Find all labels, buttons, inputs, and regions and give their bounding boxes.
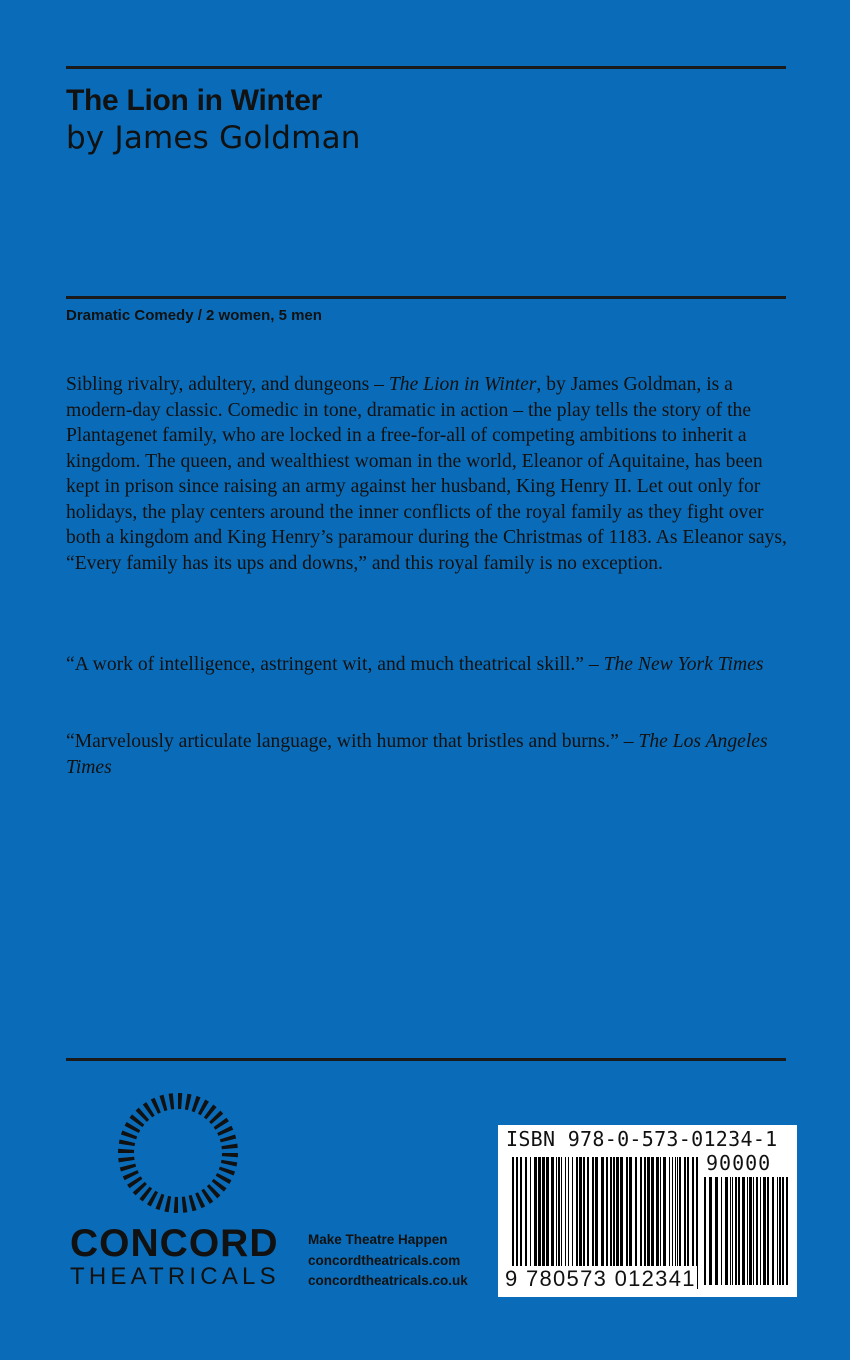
barcode-bar [587, 1157, 589, 1275]
price-barcode-bar [742, 1177, 745, 1285]
synopsis-text: , by James Goldman, is a modern-day classic. Comedic in tone, dramatic in action – the play tells the story of the Plantagenet family, who are locked in a free-for-all of competing ambitions to inherit a kingdom. The queen, and wealthiest woman in the world, Eleanor of Aquitaine, has been kept in prison since raising an army against her husband, King Henry II. Let out only for holidays, the play centers around the inner conflicts of the royal family as they fight over both a kingdom and King Henry’s paramour during the Christmas of 1183. As Eleanor says, “Every family has its ups and downs,” and this royal family is no exception. [66, 374, 787, 574]
footer-divider [66, 1058, 786, 1061]
barcode-bar [626, 1157, 628, 1275]
barcode-bar [583, 1157, 585, 1275]
barcode-bar [546, 1157, 549, 1275]
logo-ring-segment [159, 1095, 167, 1111]
logo-ring-segment [192, 1096, 201, 1112]
publisher-name: CONCORD [70, 1222, 279, 1265]
barcode-bar [656, 1157, 659, 1275]
review-quote-text: “Marvelously articulate language, with humor that bristles and burns.” – [66, 731, 639, 752]
review-quote-text: “A work of intelligence, astringent wit, and much theatrical skill.” – [66, 654, 604, 675]
barcode-bar [538, 1157, 541, 1275]
price-barcode-bar [738, 1177, 740, 1285]
publisher-website-uk: concordtheatricals.co.uk [308, 1273, 468, 1288]
barcode-bar [616, 1157, 619, 1275]
price-barcode-bar [786, 1177, 788, 1285]
barcode-bar [542, 1157, 545, 1275]
logo-ring-segment [195, 1192, 205, 1208]
logo-ring-segment [182, 1196, 188, 1212]
barcode-bar [520, 1157, 522, 1275]
logo-ring-segment [189, 1195, 197, 1211]
barcode-bar [595, 1157, 598, 1275]
price-barcode-bar [704, 1177, 706, 1285]
price-barcode-bar [715, 1177, 718, 1285]
review-source: The Los Angeles Times [66, 731, 768, 778]
price-code: 90000 [706, 1151, 772, 1175]
barcode-bar [592, 1157, 594, 1275]
publisher-tagline: Make Theatre Happen [308, 1232, 448, 1247]
price-barcode-bar [721, 1177, 722, 1285]
top-divider [66, 66, 786, 69]
price-barcode-bar [779, 1177, 781, 1285]
synopsis-paragraph [66, 372, 788, 576]
publisher-subname: THEATRICALS [70, 1263, 280, 1290]
barcode-bar [620, 1157, 623, 1275]
review-source: The New York Times [603, 654, 764, 675]
logo-ring-segment [120, 1164, 136, 1172]
synopsis-text: Sibling rivalry, adultery, and dungeons – [66, 374, 389, 395]
price-barcode-bar [767, 1177, 769, 1285]
logo-ring-segment [221, 1144, 237, 1150]
barcode-bar [635, 1157, 637, 1275]
review-quote-lat [66, 729, 788, 780]
logo-ring-segment [119, 1139, 135, 1146]
price-barcode-bar [725, 1177, 728, 1285]
barcode-bar [530, 1157, 531, 1275]
logo-ring-segment [174, 1197, 178, 1213]
logo-ring-segment [151, 1098, 161, 1114]
logo-ring-segment [185, 1094, 192, 1110]
review-quote-nyt [66, 652, 788, 678]
logo-ring-segment [118, 1149, 134, 1153]
logo-ring-segment [221, 1160, 237, 1167]
publisher-website-us: concordtheatricals.com [308, 1253, 461, 1268]
barcode-bar [565, 1157, 566, 1275]
logo-ring-segment [178, 1093, 182, 1109]
segmented-ring-logo-icon [116, 1091, 240, 1215]
barcode-bar [556, 1157, 557, 1275]
price-barcode-bar [747, 1177, 748, 1285]
logo-ring-segment [217, 1126, 233, 1136]
logo-ring-segment [121, 1130, 137, 1139]
book-title: The Lion in Winter [66, 84, 322, 117]
barcode-bar [610, 1157, 612, 1275]
barcode-bar [679, 1157, 681, 1275]
barcode-bar [525, 1157, 527, 1275]
logo-ring-segment [220, 1134, 236, 1142]
barcode-bar [568, 1157, 569, 1275]
barcode-bar [684, 1157, 686, 1275]
price-barcode-bar [756, 1177, 758, 1285]
logo-ring-segment [155, 1194, 164, 1210]
barcode-bar [660, 1157, 661, 1275]
barcode-bar [561, 1157, 562, 1275]
book-author: by James Goldman [66, 120, 361, 156]
genre-cast-line: Dramatic Comedy / 2 women, 5 men [66, 307, 322, 324]
barcode-bar [551, 1157, 554, 1275]
isbn-label: ISBN 978-0-573-01234-1 [506, 1127, 778, 1151]
logo-ring-segment [169, 1093, 175, 1109]
logo-ring-segment [164, 1196, 171, 1212]
price-barcode-bar [732, 1177, 733, 1285]
price-barcode-bar [763, 1177, 766, 1285]
price-barcode-bar [735, 1177, 737, 1285]
price-barcode-bar [772, 1177, 774, 1285]
barcode-bar [677, 1157, 678, 1275]
barcode-bar [629, 1157, 632, 1275]
barcode-bar [669, 1157, 670, 1275]
barcode-bar [534, 1157, 537, 1275]
barcode-bar [687, 1157, 689, 1275]
synopsis-title-italic: The Lion in Winter [388, 374, 537, 395]
barcode-bar [572, 1157, 573, 1275]
barcode-bar [672, 1157, 673, 1275]
barcode-bar [579, 1157, 582, 1275]
price-barcode-bar [730, 1177, 731, 1285]
barcode-bar [663, 1157, 666, 1275]
price-barcode-bar [760, 1177, 761, 1285]
isbn-barcode-panel [498, 1125, 797, 1297]
price-barcode-bar [782, 1177, 784, 1285]
price-barcode-bar [749, 1177, 752, 1285]
price-barcode-bar [777, 1177, 778, 1285]
barcode-bar [558, 1157, 560, 1275]
barcode-bar [675, 1157, 676, 1275]
price-barcode-bar [709, 1177, 712, 1285]
logo-ring-segment [118, 1157, 134, 1163]
logo-ring-segment [219, 1167, 235, 1176]
isbn-digits: 9 780573 012341 [505, 1266, 696, 1291]
logo-ring-segment [123, 1170, 139, 1180]
genre-divider [66, 296, 786, 299]
barcode-bar [576, 1157, 578, 1275]
barcode-bar [644, 1157, 646, 1275]
logo-ring-segment [222, 1153, 238, 1157]
barcode-bar [613, 1157, 615, 1275]
barcode-bar [640, 1157, 642, 1275]
price-barcode-bar [753, 1177, 754, 1285]
barcode-bar [651, 1157, 654, 1275]
barcode-bar [647, 1157, 650, 1275]
